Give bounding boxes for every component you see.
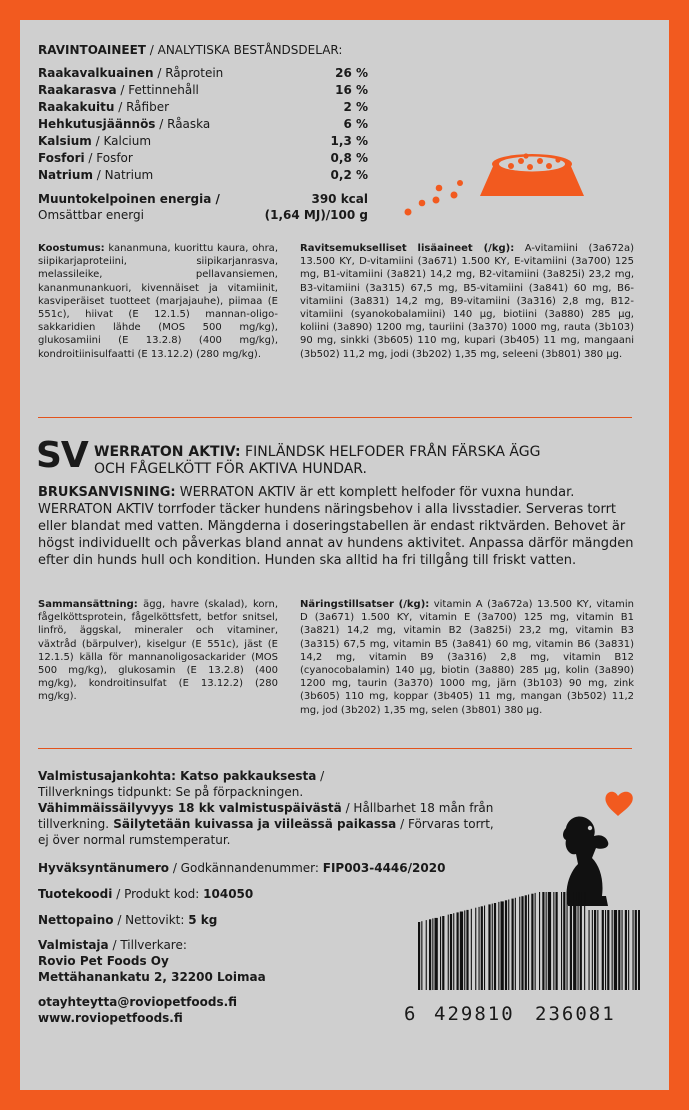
barcode-bar [539, 892, 540, 990]
email-link[interactable]: otayhteytta@roviopetfoods.fi [38, 995, 238, 1009]
barcode-bar [450, 914, 452, 990]
approval-number: Hyväksyntänumero / Godkännandenummer: FIP003-4446/2020 [38, 861, 446, 875]
nutrient-row: Raakavalkuainen / Råprotein 26 % [38, 66, 368, 80]
barcode-bar [578, 892, 579, 990]
barcode-bar [494, 903, 496, 990]
divider [38, 417, 632, 418]
barcode-bar [614, 910, 617, 990]
barcode-bar [432, 918, 433, 990]
barcode-bar [460, 912, 463, 991]
barcode-bar [567, 892, 568, 990]
energy-row: Muuntokelpoinen energia / 390 kcal [38, 192, 368, 206]
nutrient-row: Hehkutusjäännös / Råaska 6 % [38, 117, 368, 131]
barcode-bar [525, 895, 527, 990]
net-weight: Nettopaino / Nettovikt: 5 kg [38, 913, 218, 927]
barcode-bar [584, 892, 585, 990]
fi-additives: Ravitsemukselliset lisäaineet (/kg): A-vitamiini (3a672a) 13.500 KY, D-vitamiini (3a671) 1.500 KY, E-vitamiini (3a700) 125 mg, B1-vitamiini (3a821) 14,2 mg, B2-vitamiini (3a825i) 23,2 mg, B3-vitamiini (3a315) 67,5 mg, B5-vitamiini (3a841) 60 mg, B6-vitamiini (3a831) 14,2 mg, B9-vitamiini (3a316) 2,8 mg, B12-vitamiini (syanokobalamiini) 140 µg, biotiini (3a880) 285 µg, koliini (3a890) 1200 mg, tauriini (3a370) 1000 mg, rauta (3b103) 90 mg, sinkki (3b605) 110 mg, kupari (3b405) 11 mg, mangaani (3b502) 11,2 mg, jodi (3b202) 1,35 mg, seleeni (3b801) 380 µg. [300, 243, 634, 360]
nutrient-row: Fosfori / Fosfor 0,8 % [38, 151, 368, 165]
barcode-bar [512, 899, 514, 990]
divider [38, 748, 632, 749]
nutrient-row: Natrium / Natrium 0,2 % [38, 168, 368, 182]
contact [38, 994, 237, 1026]
barcode-bar [570, 892, 572, 990]
barcode-bar [607, 910, 609, 990]
fi-composition: Koostumus: kananmuna, kuorittu kaura, ohra, siipikarjaproteiini, siipikarjanrasva, melassileike, pellavansiemen, kananmunankuori, kivennäiset ja vitamiinit, kasviperäiset tuotteet (marjajauhe), piimaa (E 551c), hiivat (E 12.1.5) mannan-oligo-sakkaridien lähde (MOS 500 mg/kg), glukosamiini (E 13.2.8) (400 mg/kg), kondroitiinisulfaatti (E 13.12.2) (280 mg/kg). [38, 243, 278, 360]
barcode-bar [612, 910, 613, 990]
barcode-bar [421, 921, 422, 990]
sv-additives: Näringstillsatser (/kg): vitamin A (3a672a) 13.500 KY, vitamin D (3a671) 1.500 KY, vitamin E (3a700) 125 mg, vitamin B1 (3a821) 14,2 mg, vitamin B2 (3a825i) 23,2 mg, vitamin B3 (3a315) 67,5 mg, vitamin B5 (3a841) 60 mg, vitamin B6 (3a831) 14,2 mg, vitamin B9 (3a316) 2,8 mg, vitamin B12 (cyanocobalamin) 140 µg, biotin (3a880) 285 µg, kolin (3a890) 1200 mg, taurin (3a370) 1000 mg, järn (3b103) 90 mg, zink (3b605) 110 mg, koppar (3b405) 11 mg, mangan (3b502) 11,2 mg, jod (3b202) 1,35 mg, selen (3b801) 380 µg. [300, 599, 635, 716]
website-link[interactable]: www.roviopetfoods.fi [38, 1011, 183, 1025]
barcode-bar [429, 919, 431, 990]
label-panel [20, 20, 669, 1090]
barcode-bar [481, 906, 483, 990]
barcode-bar [426, 920, 427, 990]
barcode-bar [638, 910, 640, 990]
barcode-bar [633, 910, 634, 990]
barcode-bar [484, 906, 485, 991]
barcode-bar [580, 892, 582, 990]
barcode-bar [573, 892, 576, 990]
barcode-bar [553, 892, 554, 990]
manufacturer: Valmistaja / Tillverkare: Rovio Pet Foods Oy Mettähanankatu 2, 32200 Loimaa [38, 938, 266, 984]
barcode-bar [531, 894, 533, 990]
language-code-sv: SV [36, 435, 88, 476]
barcode-bar [561, 892, 562, 990]
sv-usage-instructions: BRUKSANVISNING: WERRATON AKTIV är ett komplett helfoder för vuxna hundar. WERRATON AKTIV torrfoder täcker hundens näringsbehov i alla livsstadier. Serveras torrt eller blandat med vatten. Mängderna i doseringstabellen är endast riktvärden. Behovet är högst individuellt och påverkas bland annat av hundens aktivitet. Anpassa därför mängden efter din hunds hull och kondition. Hunden ska alltid ha fri tillgång till friskt vatten. [38, 485, 634, 568]
barcode-bar [515, 898, 516, 990]
barcode-bar [618, 910, 620, 990]
barcode-bar [528, 895, 529, 991]
barcode-bar [622, 910, 623, 990]
barcode-digits-left: 429810 [434, 1003, 515, 1025]
barcode-bar [592, 910, 593, 990]
barcode-bar [488, 904, 490, 990]
barcode-bar [556, 892, 558, 990]
energy-row: Omsättbar energi (1,64 MJ)/100 g [38, 208, 368, 222]
barcode-bar [628, 910, 629, 990]
nutrition-title: RAVINTOAINEET / ANALYTISKA BESTÅNDSDELAR: [38, 43, 343, 57]
barcode-bar [519, 897, 520, 990]
barcode-bar [440, 917, 441, 991]
barcode-bar [546, 892, 547, 990]
barcode-bar [466, 910, 468, 990]
barcode-bar [597, 910, 598, 990]
barcode-bar [602, 910, 604, 990]
barcode-bar [521, 896, 523, 990]
barcode-bar [563, 892, 565, 990]
barcode-bar [448, 915, 449, 990]
barcode-bar [498, 902, 499, 990]
barcode-bar [442, 916, 444, 990]
barcode-digits-right: 236081 [535, 1003, 616, 1025]
nutrient-row: Raakakuitu / Råfiber 2 % [38, 100, 368, 114]
barcode-bar [453, 913, 454, 990]
barcode [418, 882, 640, 998]
barcode-bar [508, 900, 509, 991]
barcode-bar [589, 910, 590, 990]
heart-icon [605, 792, 632, 816]
barcode-bar [471, 909, 472, 990]
dog-bowl-icon [402, 148, 602, 220]
barcode-bar [435, 918, 438, 990]
sv-heading: WERRATON AKTIV: FINLÄNDSK HELFODER FRÅN FÄRSKA ÄGG OCH FÅGELKÖTT FÖR AKTIVA HUNDAR. [94, 444, 541, 477]
barcode-bar [475, 908, 476, 990]
barcode-bar [501, 901, 504, 990]
barcode-bar [505, 900, 507, 990]
sv-composition: Sammansättning: ägg, havre (skalad), korn, fågelköttsprotein, fågelköttsfett, betfor snitsel, linfrö, äggskal, mineraler och vitaminer, växtråd (bärpulver), kiselgur (E 551c), jäst (E 12.1.5) källa för mannanoligosackarider (MOS 500 mg/kg), glukosamin (E 13.2.8) (400 mg/kg), kondroitinsulfat (E 13.12.2) (280 mg/kg). [38, 599, 278, 703]
barcode-bar [457, 912, 459, 990]
nutrient-row: Raakarasva / Fettinnehåll 16 % [38, 83, 368, 97]
production-info: Valmistusajankohta: Katso pakkauksesta / Tillverknings tidpunkt: Se på förpackningen. Vähimmäissäilyvyys 18 kk valmistuspäivästä / Hållbarhet 18 mån från tillverkning. Säilytetään kuivassa ja viileässä paikassa / Förvaras torrt, ej över normal rumstemperatur. [38, 769, 494, 847]
barcode-bar [625, 910, 627, 990]
barcode-bar [418, 922, 420, 990]
barcode-bar [635, 910, 637, 990]
barcode-bar [548, 892, 551, 990]
barcode-bar [479, 907, 480, 990]
barcode-bar [542, 892, 544, 990]
barcode-bar [594, 910, 596, 990]
barcode-digit-first: 6 [404, 1003, 418, 1025]
barcode-bar [605, 910, 606, 990]
barcode-bar [492, 904, 493, 990]
nutrient-row: Kalsium / Kalcium 1,3 % [38, 134, 368, 148]
barcode-bar [535, 893, 536, 990]
product-code: Tuotekoodi / Produkt kod: 104050 [38, 887, 254, 901]
barcode-bar [464, 910, 465, 990]
